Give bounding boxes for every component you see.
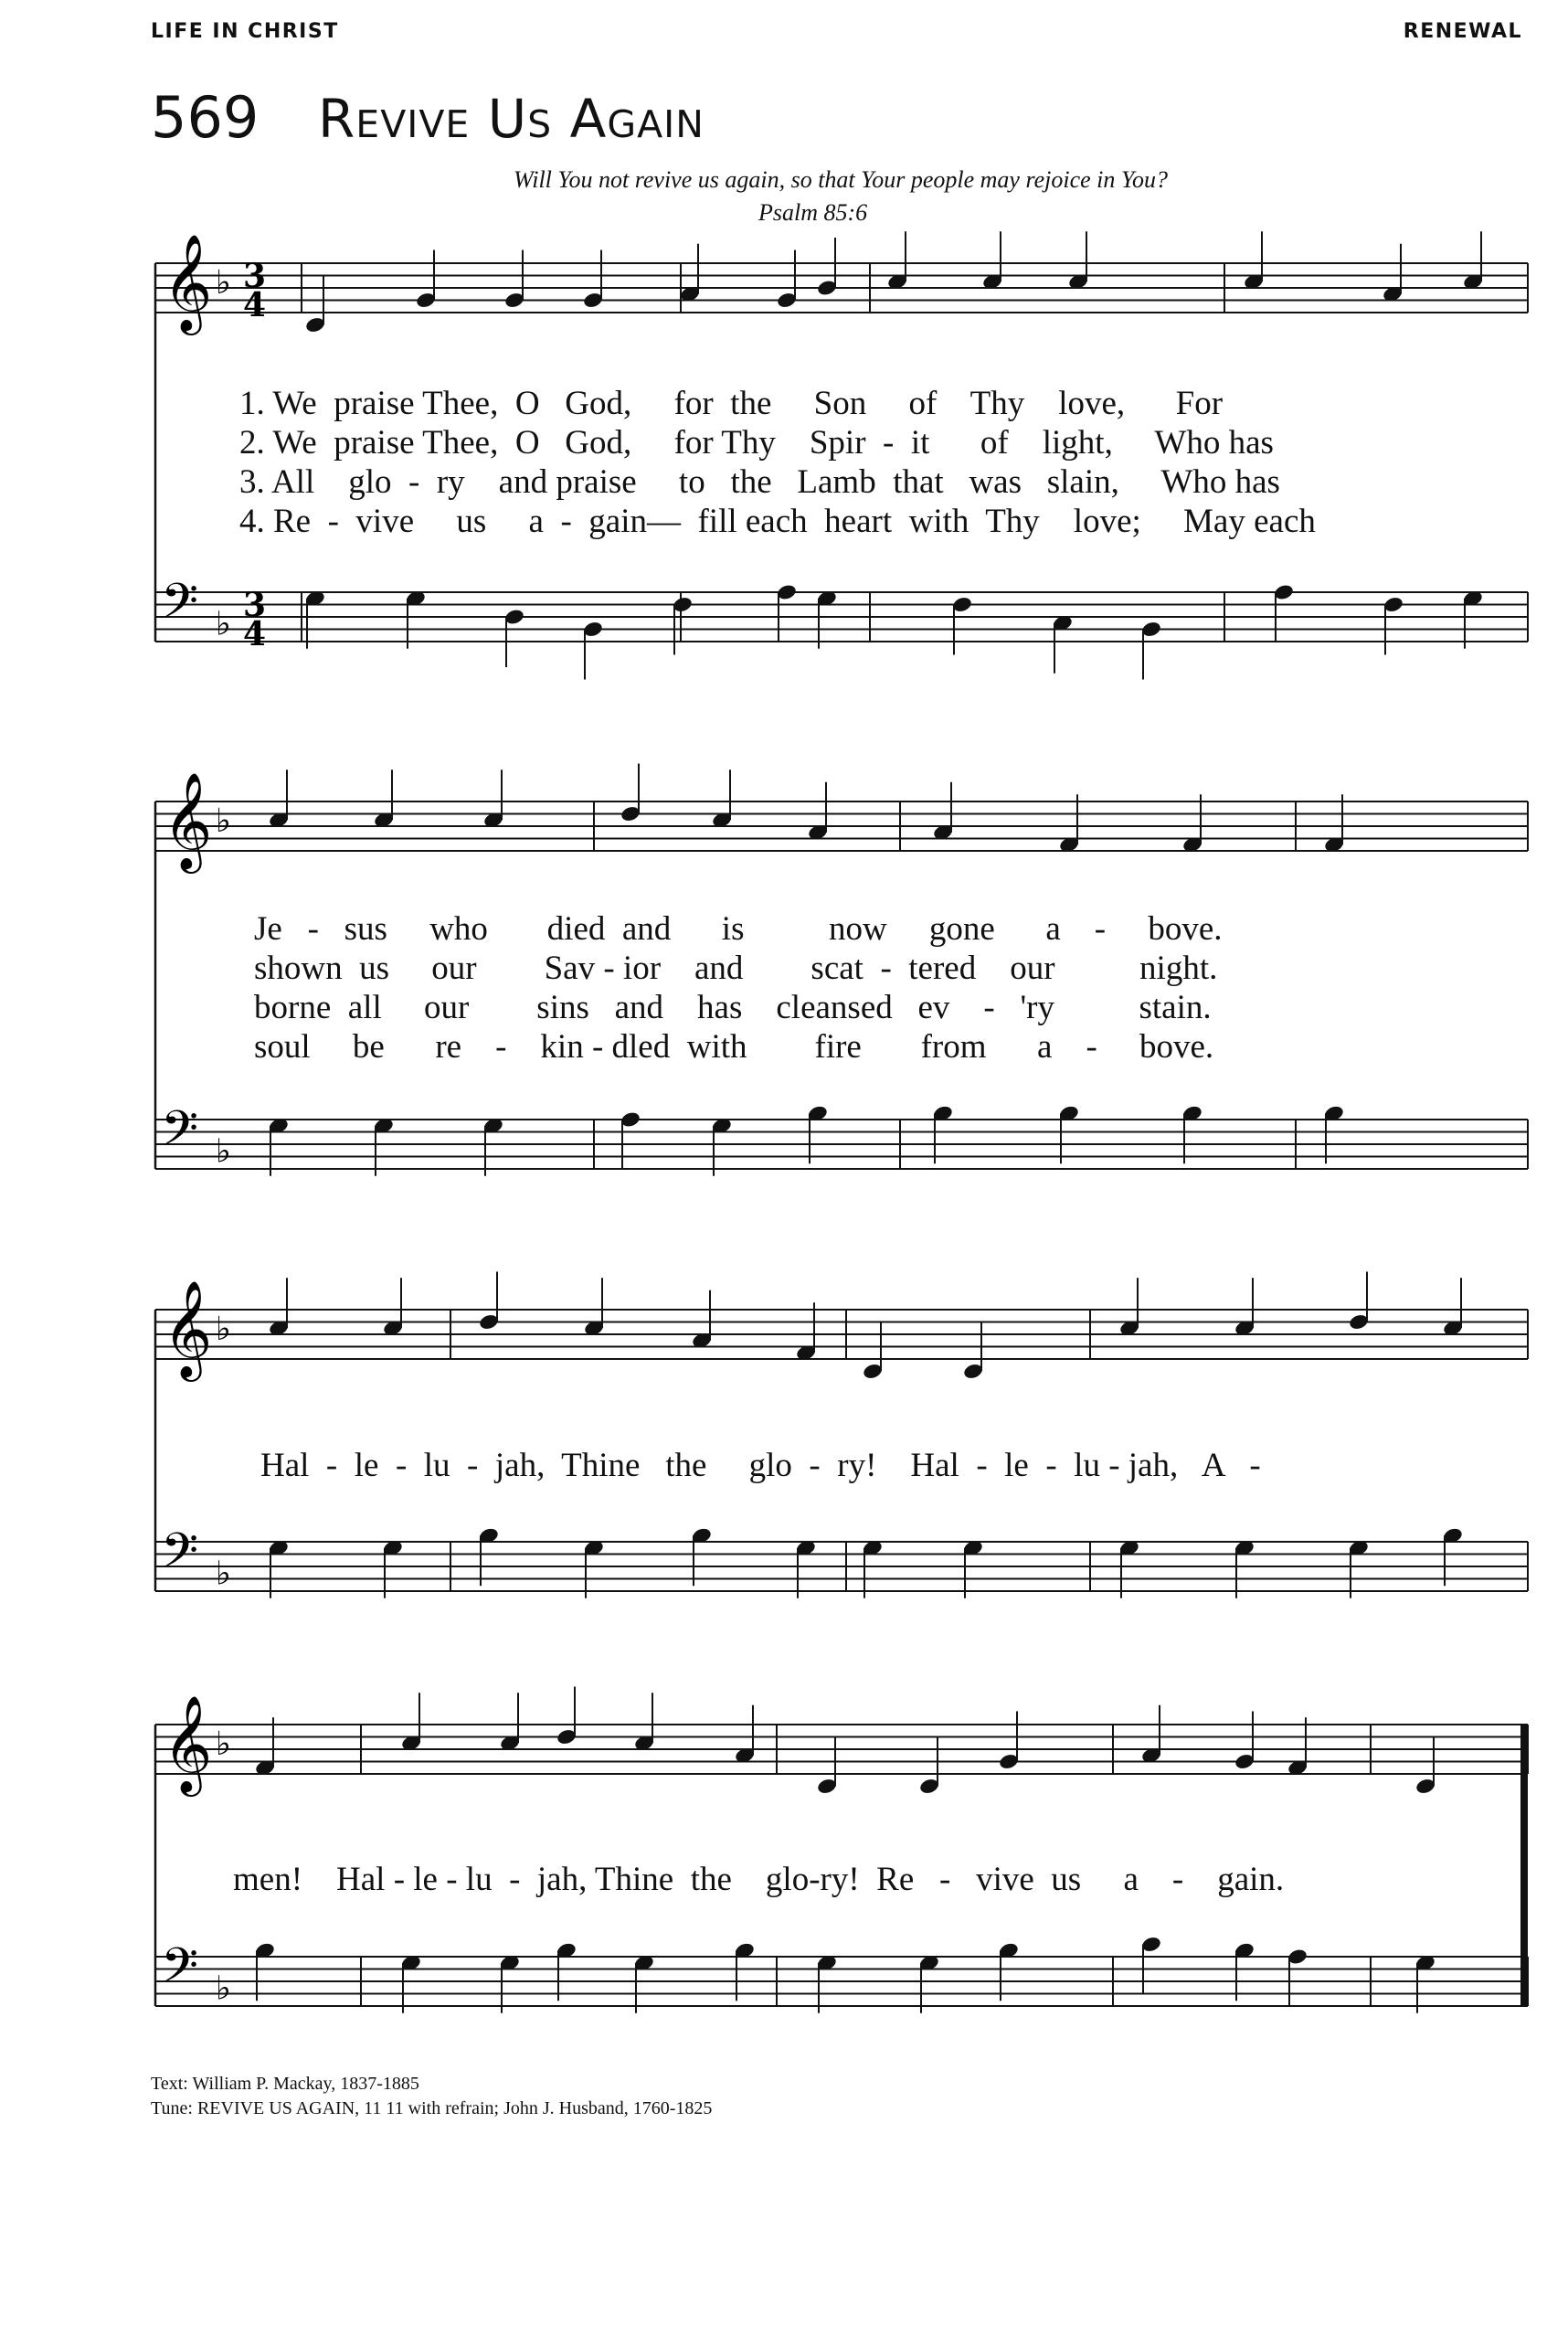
- section-label: LIFE IN CHRIST: [151, 20, 339, 43]
- lyric-verse-4: 4. Re - vive us a - gain— fill each heart with Thy love; May each: [239, 503, 1316, 540]
- lyric-verse-4: soul be re - kin - dled with fire from a - bove.: [254, 1028, 1214, 1066]
- flat-sign: ♭: [216, 264, 231, 302]
- hymn-number: 569: [151, 84, 260, 151]
- time-signature-top: 3: [243, 586, 267, 624]
- treble-clef: 𝄞: [163, 233, 213, 331]
- lyric-refrain-2: men! Hal - le - lu - jah, Thine the glo-ry! Re - vive us a - gain.: [233, 1861, 1285, 1898]
- flat-sign: ♭: [216, 1311, 231, 1348]
- flat-sign: ♭: [216, 1725, 231, 1763]
- lyric-verse-3: 3. All glo - ry and praise to the Lamb that was slain, Who has: [239, 463, 1280, 501]
- credits: [151, 2072, 712, 2121]
- time-signature-top: 3: [243, 257, 267, 295]
- scripture-reference: Psalm 85:6: [758, 199, 868, 226]
- time-signature-bottom: 4: [243, 286, 267, 324]
- bass-clef: 𝄢: [161, 1523, 199, 1591]
- lyric-verse-2: shown us our Sav - ior and scat - tered our night.: [254, 950, 1218, 987]
- lyric-verse-1: Je - sus who died and is now gone a - bove.: [254, 910, 1223, 948]
- lyric-verse-2: 2. We praise Thee, O God, for Thy Spir - it of light, Who has: [239, 424, 1274, 462]
- treble-clef: 𝄞: [163, 1279, 213, 1377]
- treble-clef: 𝄞: [163, 1694, 213, 1792]
- final-barline: [1520, 1725, 1528, 2006]
- hymn-title: Revive Us Again: [318, 88, 705, 150]
- lyric-verse-3: borne all our sins and has cleansed ev - 'ry stain.: [254, 989, 1212, 1026]
- flat-sign: ♭: [216, 802, 231, 840]
- epigraph: Will You not revive us again, so that Your people may rejoice in You?: [514, 166, 1168, 193]
- bass-clef: 𝄢: [161, 574, 199, 642]
- treble-clef: 𝄞: [163, 771, 213, 869]
- flat-sign: ♭: [216, 1969, 231, 2008]
- lyric-refrain-1: Hal - le - lu - jah, Thine the glo - ry! Hal - le - lu - jah, A -: [260, 1447, 1261, 1484]
- flat-sign: ♭: [216, 605, 231, 643]
- lyric-verse-1: 1. We praise Thee, O God, for the Son of Thy love, For: [239, 385, 1224, 422]
- text-credit: Text: William P. Mackay, 1837-1885: [151, 2074, 419, 2094]
- flat-sign: ♭: [216, 1555, 231, 1593]
- bass-clef: 𝄢: [161, 1938, 199, 2006]
- flat-sign: ♭: [216, 1132, 231, 1171]
- category-label: RENEWAL: [1403, 20, 1522, 43]
- bass-clef: 𝄢: [161, 1101, 199, 1169]
- time-signature-bottom: 4: [243, 615, 267, 653]
- tune-credit: Tune: REVIVE US AGAIN, 11 11 with refrain; John J. Husband, 1760-1825: [151, 2098, 713, 2118]
